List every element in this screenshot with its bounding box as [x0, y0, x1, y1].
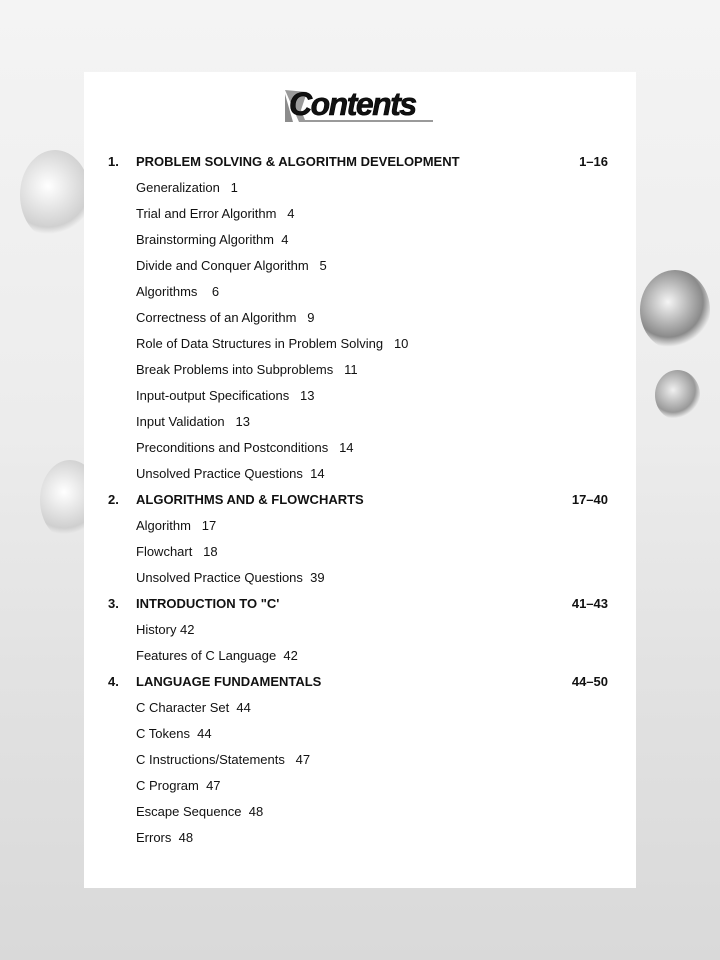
toc-entry — [84, 542, 636, 562]
toc-entry-text: C Tokens 44 — [136, 726, 212, 741]
chapter-page-range: 17–40 — [571, 492, 608, 507]
toc-entry — [84, 620, 636, 640]
toc-entry — [84, 464, 636, 484]
toc-entry — [84, 802, 636, 822]
chapter-number: 1. — [108, 154, 119, 169]
toc-entry-text: Brainstorming Algorithm 4 — [136, 232, 289, 247]
toc-entry — [84, 412, 636, 432]
toc-entry — [84, 230, 636, 250]
toc-entry-text: Input-output Specifications 13 — [136, 388, 315, 403]
toc-entry-text: Trial and Error Algorithm 4 — [136, 206, 295, 221]
contents-title: Contents — [289, 86, 416, 122]
toc-entry — [84, 750, 636, 770]
toc-entry — [84, 438, 636, 458]
toc-entry-text: Errors 48 — [136, 830, 194, 845]
chapter-row — [84, 594, 636, 614]
chapter-title: ALGORITHMS AND & FLOWCHARTS — [136, 492, 364, 507]
toc-entry — [84, 178, 636, 198]
chapter-row — [84, 152, 636, 172]
toc-entry-text: C Character Set 44 — [136, 700, 251, 715]
chapter-title: LANGUAGE FUNDAMENTALS — [136, 674, 322, 689]
contents-heading — [283, 82, 443, 124]
chapter-title: PROBLEM SOLVING & ALGORITHM DEVELOPMENT — [136, 154, 460, 169]
toc-entry — [84, 724, 636, 744]
toc-entry — [84, 308, 636, 328]
toc-entry-text: Input Validation 13 — [136, 414, 250, 429]
chapter-page-range: 44–50 — [571, 674, 608, 689]
toc-entry-text: Preconditions and Postconditions 14 — [136, 440, 354, 455]
toc-entry — [84, 516, 636, 536]
toc-entry-text: Unsolved Practice Questions 14 — [136, 466, 325, 481]
toc-entry-text: Features of C Language 42 — [136, 648, 298, 663]
chapter-number: 2. — [108, 492, 119, 507]
background-bubble — [20, 150, 90, 240]
chapter-number: 4. — [108, 674, 119, 689]
toc-entry-text: Escape Sequence 48 — [136, 804, 264, 819]
toc-entry-text: Flowchart 18 — [136, 544, 218, 559]
toc-entry-text: Algorithms 6 — [136, 284, 220, 299]
toc-entry-text: Generalization 1 — [136, 180, 238, 195]
toc-entry-text: Role of Data Structures in Problem Solving 10 — [136, 336, 409, 351]
contents-page — [84, 72, 636, 888]
toc-entry-text: Divide and Conquer Algorithm 5 — [136, 258, 327, 273]
toc-entry — [84, 776, 636, 796]
toc-entry-text: Algorithm 17 — [136, 518, 217, 533]
toc-entry — [84, 386, 636, 406]
toc-entry-text: Break Problems into Subproblems 11 — [136, 362, 358, 377]
chapter-row — [84, 490, 636, 510]
toc-entry — [84, 646, 636, 666]
chapter-row — [84, 672, 636, 692]
toc-entry-text: Unsolved Practice Questions 39 — [136, 570, 325, 585]
background-bubble — [655, 370, 700, 420]
toc-entry — [84, 204, 636, 224]
toc-entry-text: C Program 47 — [136, 778, 221, 793]
chapter-page-range: 41–43 — [571, 596, 608, 611]
toc-entry-text: Correctness of an Algorithm 9 — [136, 310, 315, 325]
background-bubble — [640, 270, 710, 350]
toc-entry — [84, 282, 636, 302]
toc-entry — [84, 360, 636, 380]
toc-entry-text: C Instructions/Statements 47 — [136, 752, 311, 767]
toc-entry — [84, 568, 636, 588]
toc-entry — [84, 256, 636, 276]
toc-entry — [84, 828, 636, 848]
toc-entry — [84, 698, 636, 718]
chapter-number: 3. — [108, 596, 119, 611]
toc-entry-text: History 42 — [136, 622, 195, 637]
chapter-page-range: 1–16 — [579, 154, 608, 169]
toc-entry — [84, 334, 636, 354]
chapter-title: INTRODUCTION TO "C' — [136, 596, 280, 611]
